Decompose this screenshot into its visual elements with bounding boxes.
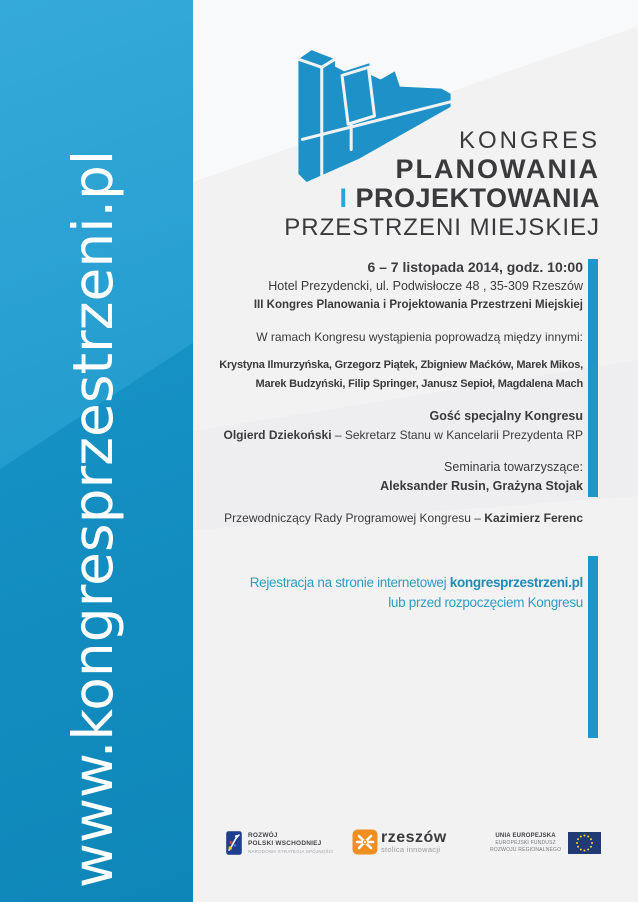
eu-flag-icon [568, 832, 601, 854]
speakers-line-2: Marek Budzyński, Filip Springer, Janusz Sepioł, Magdalena Mach [255, 378, 583, 390]
event-venue: Hotel Prezydencki, ul. Podwisłocze 48 , 35-309 Rzeszów [268, 279, 583, 293]
rpw-flag-icon [226, 831, 242, 855]
logo-rzeszow [352, 829, 447, 855]
chairman-name: Kazimierz Ferenc [484, 511, 583, 525]
rzeszow-text [381, 830, 447, 854]
title-line-przestrzeni: PRZESTRZENI MIEJSKIEJ [284, 214, 600, 241]
speakers-intro: W ramach Kongresu wystąpienia poprowadzą między innymi: [256, 330, 583, 344]
eu-line-3: ROZWOJU REGIONALNEGO [490, 846, 562, 853]
special-guest-role: – Sekretarz Stanu w Kancelarii Prezydenta RP [334, 428, 583, 442]
left-banner [0, 0, 193, 902]
title-line-planowania: PLANOWANIA [395, 154, 600, 184]
eu-text [490, 833, 561, 854]
accent-bar-bottom [588, 556, 598, 738]
rzeszow-asterisk-icon [352, 829, 378, 855]
event-congress-name: III Kongres Planowania i Projektowania Przestrzeni Miejskiej [253, 299, 583, 311]
special-guest-line [219, 426, 583, 445]
registration-prefix: Rejestracja na stronie internetowej [249, 575, 447, 590]
accent-bar-top [588, 259, 598, 497]
vertical-website-url: www.kongresprzestrzeni.pl [61, 149, 125, 888]
seminars-label: Seminaria towarzyszące: [444, 460, 583, 474]
title-i-accent: I [339, 183, 348, 213]
rpw-line-3: NARODOWA STRATEGIA SPÓJNOŚCI [248, 848, 334, 854]
event-date: 6 – 7 listopada 2014, godz. 10:00 [367, 259, 583, 275]
registration-line-1 [250, 573, 583, 593]
special-guest-label: Gość specjalny Kongresu [429, 409, 583, 423]
logo-unia-europejska [490, 832, 601, 854]
rpw-text [248, 832, 334, 855]
registration-note [250, 573, 583, 613]
rzeszow-name: rzeszów [381, 829, 447, 846]
eu-line-1: UNIA EUROPEJSKA [495, 832, 556, 839]
registration-website-link[interactable]: kongresprzestrzeni.pl [449, 575, 583, 590]
speakers-line-1: Krystyna Ilmurzyńska, Grzegorz Piątek, Zbigniew Maćków, Marek Mikos, [219, 359, 583, 371]
event-details [219, 258, 583, 528]
seminars-names: Aleksander Rusin, Grażyna Stojak [380, 479, 583, 493]
chairman-line [219, 509, 583, 528]
poster-title [284, 126, 600, 242]
title-projektowania-text: PROJEKTOWANIA [355, 183, 600, 213]
title-line-projektowania [284, 184, 600, 213]
registration-line-2: lub przed rozpoczęciem Kongresu [388, 595, 583, 610]
rpw-line-1: ROZWÓJ [248, 831, 278, 839]
special-guest-name: Olgierd Dziekoński [223, 428, 332, 442]
rpw-line-2: POLSKI WSCHODNIEJ [248, 839, 322, 847]
eu-line-2: EUROPEJSKI FUNDUSZ [495, 840, 556, 847]
chairman-prefix: Przewodniczący Rady Programowej Kongresu – [224, 511, 481, 525]
title-line-kongres: KONGRES [458, 127, 600, 154]
logo-rozwoj-polski-wschodniej [226, 831, 334, 855]
rzeszow-tagline: stolica innowacji [381, 845, 441, 854]
